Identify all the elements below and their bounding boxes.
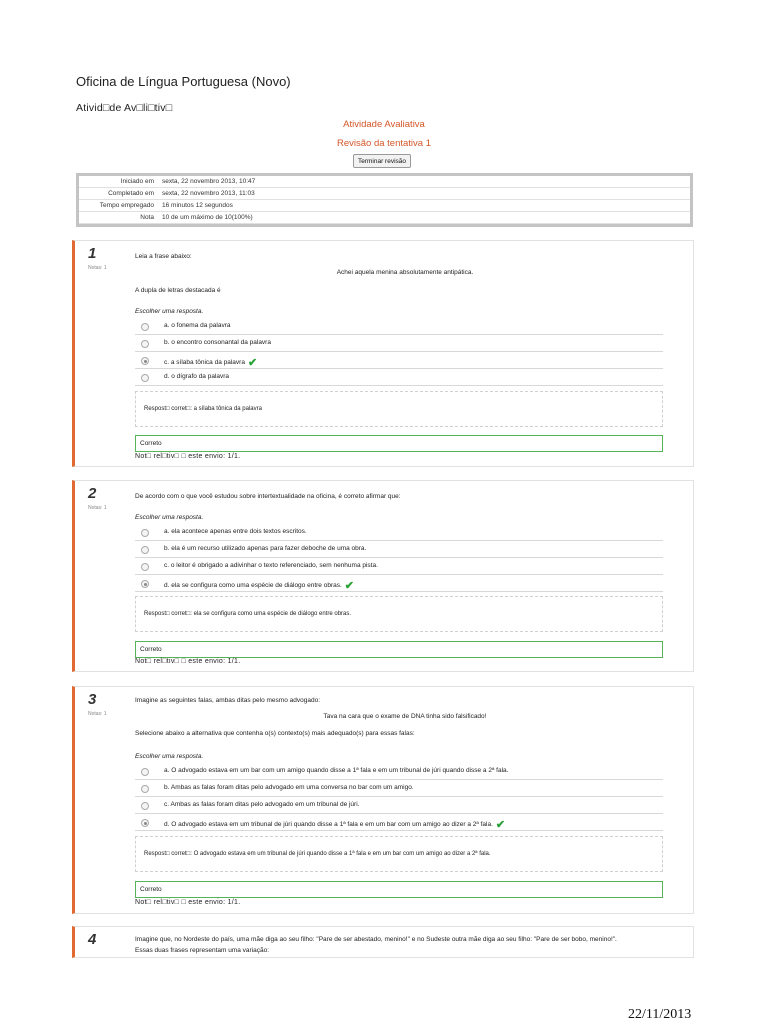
- question-text: Essas duas frases representam uma variação:: [135, 947, 270, 954]
- option-label: d. ela se configura como uma espécie de diálogo entre obras.: [164, 582, 342, 589]
- summary-row: [79, 176, 690, 188]
- correct-answer-text: Respost□ corret□: O advogado estava em um tribunal de júri quando disse a 1ª fala e em um bar com um amigo ao dizer a 2ª fala.: [144, 851, 491, 857]
- radio-button[interactable]: [141, 374, 149, 382]
- checkmark-icon: ✔: [344, 580, 354, 592]
- attempt-title: Revisão da tentativa 1: [336, 138, 431, 149]
- correct-status: [135, 435, 663, 452]
- question-text: Imagine as seguintes falas, ambas ditas pelo mesmo advogado:: [135, 697, 320, 704]
- option-wrap: [164, 818, 505, 831]
- summary-label: Completado em: [79, 188, 158, 200]
- summary-row: [79, 212, 690, 224]
- question-text: Imagine que, no Nordeste do país, uma mãe diga ao seu filho: "Pare de ser abestado, menino!" e no Sudeste outra mãe diga ao seu filho: "Pare de ser bobo, menino!".: [135, 936, 617, 943]
- radio-button[interactable]: [141, 802, 149, 810]
- correct-status: [135, 881, 663, 898]
- summary-label: Nota: [79, 212, 158, 224]
- option-wrap: [164, 356, 257, 369]
- radio-button[interactable]: [141, 323, 149, 331]
- mark-text: Not□ rel□tiv□ □ este envio: 1/1.: [135, 453, 241, 460]
- option-label: a. o fonema da palavra: [164, 322, 231, 329]
- summary-value: sexta, 22 novembro 2013, 11:03: [158, 188, 690, 200]
- summary-value: sexta, 22 novembro 2013, 10:47: [158, 176, 690, 188]
- option-label: d. o dígrafo da palavra: [164, 373, 230, 380]
- answer-option[interactable]: [135, 352, 663, 369]
- radio-button[interactable]: [141, 785, 149, 793]
- feedback-box: [135, 596, 663, 632]
- question-quote: Tava na cara que o exame de DNA tinha sido falsificado!: [323, 713, 487, 720]
- status-label: Correto: [140, 440, 162, 447]
- answer-prompt: Escolher uma resposta.: [135, 753, 204, 760]
- option-label: b. Ambas as falas foram ditas pelo advogado em uma conversa no bar com um amigo.: [164, 784, 414, 791]
- question-marks: Notas: 1: [88, 265, 107, 271]
- correct-status: [135, 641, 663, 658]
- radio-button[interactable]: [141, 563, 149, 571]
- question-text: Selecione abaixo a alternativa que contenha o(s) contexto(s) mais adequado(s) para essas falas:: [135, 730, 415, 737]
- answer-option[interactable]: [135, 575, 663, 592]
- answer-option[interactable]: [135, 763, 663, 780]
- question-number: 2: [88, 485, 97, 502]
- question-2: [72, 480, 694, 672]
- option-label: d. O advogado estava em um tribunal de júri quando disse a 1ª fala e em um bar com um amigo ao dizer a 2ª fala.: [164, 821, 493, 828]
- option-label: b. ela é um recurso utilizado apenas para fazer deboche de uma obra.: [164, 545, 367, 552]
- radio-button-selected[interactable]: [141, 357, 149, 365]
- question-number: 4: [88, 931, 97, 948]
- answer-option[interactable]: [135, 780, 663, 797]
- status-label: Correto: [140, 886, 162, 893]
- checkmark-icon: ✔: [247, 357, 258, 369]
- summary-value: 10 de um máximo de 10(100%): [158, 212, 690, 224]
- question-4: [72, 926, 694, 958]
- question-text: De acordo com o que você estudou sobre intertextualidade na oficina, é correto afirmar que:: [135, 493, 401, 500]
- answer-option[interactable]: [135, 524, 663, 541]
- summary-value: 16 minutos 12 segundos: [158, 200, 690, 212]
- option-label: c. o leitor é obrigado a adivinhar o texto referenciado, sem nenhuma pista.: [164, 562, 378, 569]
- answer-prompt: Escolher uma resposta.: [135, 514, 204, 521]
- checkmark-icon: ✔: [495, 819, 506, 831]
- question-marks: Notas: 1: [88, 711, 107, 717]
- answer-option[interactable]: [135, 814, 663, 831]
- correct-answer-text: Respost□ corret□: a sílaba tônica da palavra: [144, 406, 262, 412]
- question-1: [72, 240, 694, 467]
- answer-option[interactable]: [135, 369, 663, 386]
- answer-option[interactable]: [135, 797, 663, 814]
- summary-row: [79, 200, 690, 212]
- mark-text: Not□ rel□tiv□ □ este envio: 1/1.: [135, 899, 241, 906]
- answer-option[interactable]: [135, 318, 663, 335]
- summary-row: [79, 188, 690, 200]
- radio-button[interactable]: [141, 768, 149, 776]
- feedback-box: [135, 836, 663, 872]
- radio-button-selected[interactable]: [141, 580, 149, 588]
- radio-button[interactable]: [141, 546, 149, 554]
- status-label: Correto: [140, 646, 162, 653]
- question-text: Leia a frase abaixo:: [135, 253, 192, 260]
- question-quote: Achei aquela menina absolutamente antipática.: [336, 269, 474, 276]
- finish-review-button[interactable]: Terminar revisão: [353, 154, 411, 168]
- answer-option[interactable]: [135, 541, 663, 558]
- answer-option[interactable]: [135, 558, 663, 575]
- summary-label: Tempo empregado: [79, 200, 158, 212]
- question-number: 3: [88, 691, 97, 708]
- option-wrap: [164, 579, 354, 592]
- radio-button[interactable]: [141, 529, 149, 537]
- question-number: 1: [88, 245, 97, 262]
- option-label: a. O advogado estava em um bar com um amigo quando disse a 1ª fala e em um tribunal de júri quando disse a 2ª fala.: [164, 767, 509, 774]
- question-marks: Notas: 1: [88, 505, 107, 511]
- question-text: A dupla de letras destacada é: [135, 287, 221, 294]
- mark-text: Not□ rel□tiv□ □ este envio: 1/1.: [135, 658, 241, 665]
- footer-date: 22/11/2013: [628, 1007, 692, 1022]
- answer-option[interactable]: [135, 335, 663, 352]
- option-label: b. o encontro consonantal da palavra: [164, 339, 271, 346]
- feedback-box: [135, 391, 663, 427]
- correct-answer-text: Respost□ corret□: ela se configura como uma espécie de diálogo entre obras.: [144, 611, 352, 617]
- question-3: [72, 686, 694, 914]
- answer-prompt: Escolher uma resposta.: [135, 308, 204, 315]
- summary-label: Iniciado em: [79, 176, 158, 188]
- course-title: Oficina de Língua Portuguesa (Novo): [76, 74, 291, 89]
- breadcrumb[interactable]: Ativid□de Av□li□tiv□: [76, 102, 173, 114]
- attempt-summary: [76, 173, 693, 227]
- radio-button-selected[interactable]: [141, 819, 149, 827]
- option-label: c. a sílaba tônica da palavra: [164, 359, 245, 366]
- option-label: c. Ambas as falas foram ditas pelo advogado em um tribunal de júri.: [164, 801, 360, 808]
- activity-title: Atividade Avaliativa: [343, 119, 425, 130]
- radio-button[interactable]: [141, 340, 149, 348]
- option-label: a. ela acontece apenas entre dois textos escritos.: [164, 528, 307, 535]
